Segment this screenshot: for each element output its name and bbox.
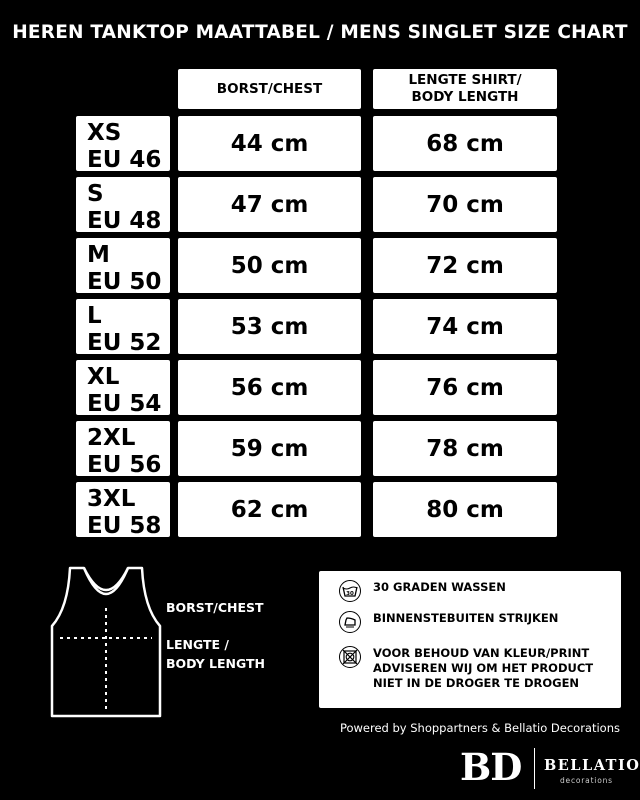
no-tumble-dry-icon [339, 646, 361, 668]
length-cell: 78 cm [373, 421, 557, 476]
header-chest [178, 69, 361, 109]
care-item-wash [339, 580, 506, 602]
size-cell-2xl [76, 421, 170, 476]
care-text-wash: 30 GRADEN WASSEN [373, 580, 506, 594]
eu-size: EU 50 [87, 269, 162, 295]
diagram-chest-label: BORST/CHEST [166, 600, 264, 615]
powered-by-text: Powered by Shoppartners & Bellatio Decorations [339, 721, 620, 735]
care-text-dryer-line2: ADVISEREN WIJ OM HET PRODUCT [373, 661, 594, 675]
iron-inside-out-icon [339, 611, 361, 633]
diagram-length-line2: BODY LENGTH [166, 656, 266, 671]
header-length-line1: LENGTE SHIRT/ [408, 72, 522, 88]
logo-divider [534, 748, 535, 789]
wash-30-icon [339, 580, 361, 602]
chest-cell: 53 cm [178, 299, 361, 354]
header-length [373, 69, 557, 109]
brand-logo-sub: decorations [560, 776, 613, 785]
eu-size: EU 46 [87, 147, 162, 173]
header-chest-label: BORST/CHEST [216, 80, 323, 97]
care-text-dryer-line1: VOOR BEHOUD VAN KLEUR/PRINT [373, 646, 590, 660]
eu-size: EU 52 [87, 330, 162, 356]
size-label: 3XL [87, 486, 136, 512]
care-item-dryer [339, 646, 593, 691]
care-text-iron: BINNENSTEBUITEN STRIJKEN [373, 611, 559, 625]
chest-cell: 56 cm [178, 360, 361, 415]
length-cell: 70 cm [373, 177, 557, 232]
diagram-length-line1: LENGTE / [166, 637, 229, 652]
chest-cell: 47 cm [178, 177, 361, 232]
chest-cell: 62 cm [178, 482, 361, 537]
size-cell-m [76, 238, 170, 293]
eu-size: EU 54 [87, 391, 162, 417]
chest-cell: 50 cm [178, 238, 361, 293]
size-cell-l [76, 299, 170, 354]
size-cell-s [76, 177, 170, 232]
eu-size: EU 56 [87, 452, 162, 478]
chest-cell: 44 cm [178, 116, 361, 171]
wash-temp: 30 [346, 591, 354, 597]
care-text-dryer-line3: NIET IN DE DROGER TE DROGEN [373, 676, 580, 690]
size-label: M [87, 242, 110, 268]
diagram-length-label [166, 635, 265, 673]
header-length-line2: BODY LENGTH [411, 89, 519, 105]
size-label: XS [87, 120, 122, 146]
length-cell: 76 cm [373, 360, 557, 415]
care-instructions [319, 571, 621, 708]
size-cell-xl [76, 360, 170, 415]
eu-size: EU 58 [87, 513, 162, 539]
brand-logo-mark: BD [460, 745, 522, 789]
eu-size: EU 48 [87, 208, 162, 234]
length-cell: 74 cm [373, 299, 557, 354]
size-label: 2XL [87, 425, 136, 451]
size-cell-xs [76, 116, 170, 171]
brand-logo-name: BELLATIO [544, 757, 640, 774]
size-label: XL [87, 364, 120, 390]
size-cell-3xl [76, 482, 170, 537]
tanktop-diagram [50, 562, 162, 720]
size-label: S [87, 181, 104, 207]
length-cell: 68 cm [373, 116, 557, 171]
tanktop-collar [84, 568, 128, 590]
size-label: L [87, 303, 102, 329]
length-cell: 80 cm [373, 482, 557, 537]
chest-cell: 59 cm [178, 421, 361, 476]
care-item-iron [339, 611, 558, 633]
length-cell: 72 cm [373, 238, 557, 293]
page-title: HEREN TANKTOP MAATTABEL / MENS SINGLET SIZE CHART [12, 22, 628, 43]
